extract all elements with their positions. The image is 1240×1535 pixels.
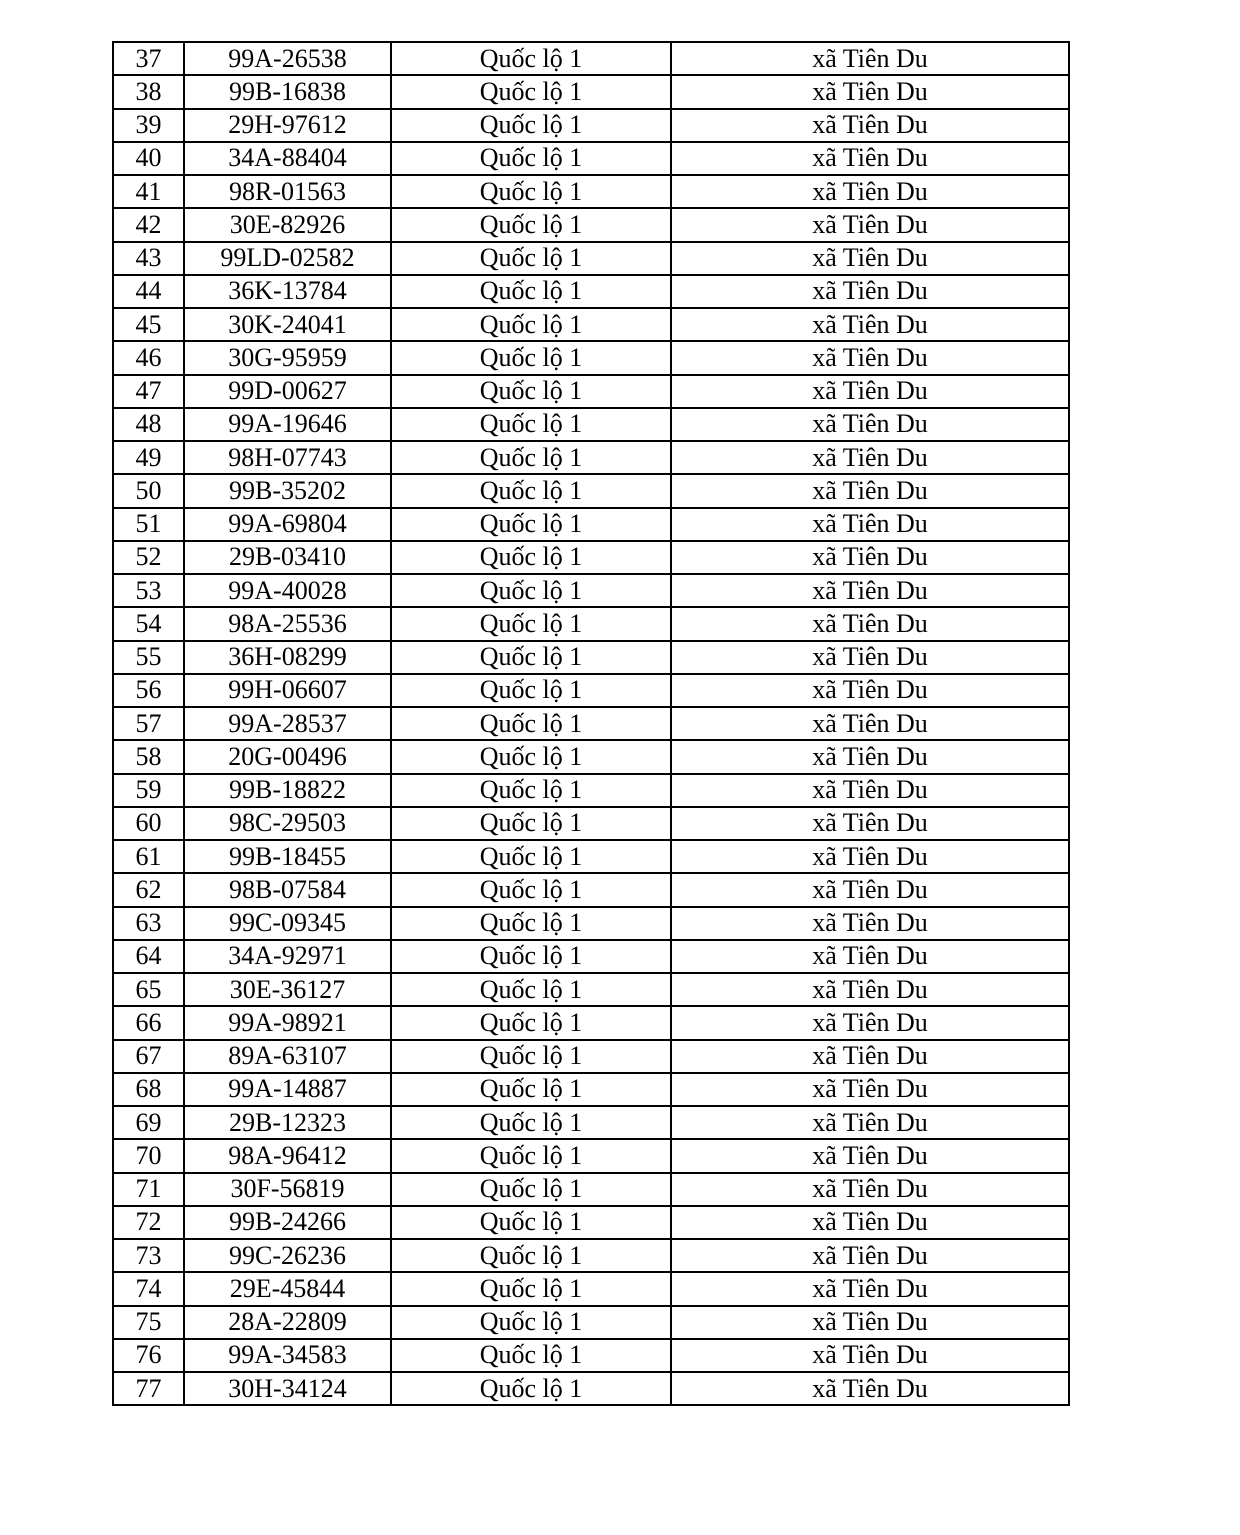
- plate-cell: 29B-03410: [184, 541, 391, 574]
- table-row: [113, 907, 1069, 940]
- row-number-cell: 59: [113, 774, 184, 807]
- table-row: [113, 1339, 1069, 1372]
- row-number-cell: 74: [113, 1272, 184, 1305]
- table-row: [113, 1073, 1069, 1106]
- row-number-cell: 38: [113, 75, 184, 108]
- plate-cell: 98R-01563: [184, 175, 391, 208]
- location-cell: xã Tiên Du: [671, 375, 1069, 408]
- table-row: [113, 873, 1069, 906]
- plate-cell: 34A-92971: [184, 940, 391, 973]
- plate-cell: 36K-13784: [184, 275, 391, 308]
- road-cell: Quốc lộ 1: [391, 1206, 671, 1239]
- location-cell: xã Tiên Du: [671, 1272, 1069, 1305]
- location-cell: xã Tiên Du: [671, 1139, 1069, 1172]
- plate-cell: 99C-26236: [184, 1239, 391, 1272]
- table-row: [113, 1173, 1069, 1206]
- plate-cell: 98A-96412: [184, 1139, 391, 1172]
- row-number-cell: 43: [113, 242, 184, 275]
- plate-cell: 99B-35202: [184, 474, 391, 507]
- row-number-cell: 76: [113, 1339, 184, 1372]
- location-cell: xã Tiên Du: [671, 873, 1069, 906]
- table-row: [113, 408, 1069, 441]
- location-cell: xã Tiên Du: [671, 341, 1069, 374]
- road-cell: Quốc lộ 1: [391, 907, 671, 940]
- table-row: [113, 308, 1069, 341]
- road-cell: Quốc lộ 1: [391, 707, 671, 740]
- table-row: [113, 1239, 1069, 1272]
- row-number-cell: 52: [113, 541, 184, 574]
- location-cell: xã Tiên Du: [671, 807, 1069, 840]
- road-cell: Quốc lộ 1: [391, 275, 671, 308]
- location-cell: xã Tiên Du: [671, 973, 1069, 1006]
- location-cell: xã Tiên Du: [671, 75, 1069, 108]
- plate-cell: 34A-88404: [184, 142, 391, 175]
- table-row: [113, 707, 1069, 740]
- road-cell: Quốc lộ 1: [391, 541, 671, 574]
- location-cell: xã Tiên Du: [671, 1173, 1069, 1206]
- location-cell: xã Tiên Du: [671, 840, 1069, 873]
- plate-cell: 99C-09345: [184, 907, 391, 940]
- location-cell: xã Tiên Du: [671, 1372, 1069, 1405]
- road-cell: Quốc lộ 1: [391, 508, 671, 541]
- table-row: [113, 242, 1069, 275]
- row-number-cell: 45: [113, 308, 184, 341]
- table-row: [113, 1006, 1069, 1039]
- road-cell: Quốc lộ 1: [391, 973, 671, 1006]
- location-cell: xã Tiên Du: [671, 142, 1069, 175]
- location-cell: xã Tiên Du: [671, 541, 1069, 574]
- plate-cell: 99A-34583: [184, 1339, 391, 1372]
- plate-cell: 99LD-02582: [184, 242, 391, 275]
- row-number-cell: 41: [113, 175, 184, 208]
- table-row: [113, 674, 1069, 707]
- road-cell: Quốc lộ 1: [391, 208, 671, 241]
- table-row: [113, 508, 1069, 541]
- table-row: [113, 441, 1069, 474]
- row-number-cell: 55: [113, 641, 184, 674]
- road-cell: Quốc lộ 1: [391, 840, 671, 873]
- table-row: [113, 774, 1069, 807]
- row-number-cell: 51: [113, 508, 184, 541]
- road-cell: Quốc lộ 1: [391, 308, 671, 341]
- road-cell: Quốc lộ 1: [391, 42, 671, 75]
- location-cell: xã Tiên Du: [671, 907, 1069, 940]
- vehicle-table: [112, 41, 1070, 1406]
- road-cell: Quốc lộ 1: [391, 474, 671, 507]
- location-cell: xã Tiên Du: [671, 674, 1069, 707]
- location-cell: xã Tiên Du: [671, 740, 1069, 773]
- road-cell: Quốc lộ 1: [391, 1272, 671, 1305]
- location-cell: xã Tiên Du: [671, 940, 1069, 973]
- row-number-cell: 48: [113, 408, 184, 441]
- location-cell: xã Tiên Du: [671, 1239, 1069, 1272]
- row-number-cell: 56: [113, 674, 184, 707]
- plate-cell: 20G-00496: [184, 740, 391, 773]
- location-cell: xã Tiên Du: [671, 1006, 1069, 1039]
- road-cell: Quốc lộ 1: [391, 873, 671, 906]
- plate-cell: 99A-40028: [184, 574, 391, 607]
- table-row: [113, 574, 1069, 607]
- table-row: [113, 1040, 1069, 1073]
- row-number-cell: 61: [113, 840, 184, 873]
- table-row: [113, 208, 1069, 241]
- plate-cell: 99D-00627: [184, 375, 391, 408]
- location-cell: xã Tiên Du: [671, 242, 1069, 275]
- row-number-cell: 67: [113, 1040, 184, 1073]
- road-cell: Quốc lộ 1: [391, 441, 671, 474]
- location-cell: xã Tiên Du: [671, 441, 1069, 474]
- table-row: [113, 541, 1069, 574]
- plate-cell: 99A-26538: [184, 42, 391, 75]
- row-number-cell: 57: [113, 707, 184, 740]
- location-cell: xã Tiên Du: [671, 574, 1069, 607]
- row-number-cell: 65: [113, 973, 184, 1006]
- plate-cell: 89A-63107: [184, 1040, 391, 1073]
- table-row: [113, 474, 1069, 507]
- plate-cell: 99A-19646: [184, 408, 391, 441]
- row-number-cell: 54: [113, 607, 184, 640]
- row-number-cell: 66: [113, 1006, 184, 1039]
- plate-cell: 29B-12323: [184, 1106, 391, 1139]
- plate-cell: 99A-14887: [184, 1073, 391, 1106]
- row-number-cell: 62: [113, 873, 184, 906]
- road-cell: Quốc lộ 1: [391, 375, 671, 408]
- location-cell: xã Tiên Du: [671, 1106, 1069, 1139]
- location-cell: xã Tiên Du: [671, 1306, 1069, 1339]
- row-number-cell: 68: [113, 1073, 184, 1106]
- table-row: [113, 75, 1069, 108]
- road-cell: Quốc lộ 1: [391, 740, 671, 773]
- road-cell: Quốc lộ 1: [391, 1173, 671, 1206]
- plate-cell: 30K-24041: [184, 308, 391, 341]
- row-number-cell: 44: [113, 275, 184, 308]
- road-cell: Quốc lộ 1: [391, 807, 671, 840]
- road-cell: Quốc lộ 1: [391, 1006, 671, 1039]
- table-row: [113, 1306, 1069, 1339]
- road-cell: Quốc lộ 1: [391, 774, 671, 807]
- table-row: [113, 275, 1069, 308]
- road-cell: Quốc lộ 1: [391, 1106, 671, 1139]
- plate-cell: 98H-07743: [184, 441, 391, 474]
- plate-cell: 30E-82926: [184, 208, 391, 241]
- road-cell: Quốc lộ 1: [391, 574, 671, 607]
- plate-cell: 98C-29503: [184, 807, 391, 840]
- table-row: [113, 1372, 1069, 1405]
- plate-cell: 99B-18822: [184, 774, 391, 807]
- road-cell: Quốc lộ 1: [391, 607, 671, 640]
- plate-cell: 29H-97612: [184, 109, 391, 142]
- table-row: [113, 1106, 1069, 1139]
- table-row: [113, 1206, 1069, 1239]
- location-cell: xã Tiên Du: [671, 109, 1069, 142]
- row-number-cell: 77: [113, 1372, 184, 1405]
- location-cell: xã Tiên Du: [671, 508, 1069, 541]
- row-number-cell: 75: [113, 1306, 184, 1339]
- table-body: [113, 42, 1069, 1405]
- row-number-cell: 60: [113, 807, 184, 840]
- row-number-cell: 39: [113, 109, 184, 142]
- road-cell: Quốc lộ 1: [391, 1306, 671, 1339]
- table-row: [113, 109, 1069, 142]
- plate-cell: 99A-69804: [184, 508, 391, 541]
- plate-cell: 99A-98921: [184, 1006, 391, 1039]
- row-number-cell: 47: [113, 375, 184, 408]
- road-cell: Quốc lộ 1: [391, 75, 671, 108]
- location-cell: xã Tiên Du: [671, 1339, 1069, 1372]
- location-cell: xã Tiên Du: [671, 42, 1069, 75]
- row-number-cell: 71: [113, 1173, 184, 1206]
- plate-cell: 99A-28537: [184, 707, 391, 740]
- road-cell: Quốc lộ 1: [391, 674, 671, 707]
- plate-cell: 30F-56819: [184, 1173, 391, 1206]
- row-number-cell: 64: [113, 940, 184, 973]
- location-cell: xã Tiên Du: [671, 707, 1069, 740]
- row-number-cell: 69: [113, 1106, 184, 1139]
- road-cell: Quốc lộ 1: [391, 940, 671, 973]
- road-cell: Quốc lộ 1: [391, 641, 671, 674]
- table-row: [113, 341, 1069, 374]
- table-row: [113, 1272, 1069, 1305]
- location-cell: xã Tiên Du: [671, 474, 1069, 507]
- table-row: [113, 1139, 1069, 1172]
- row-number-cell: 58: [113, 740, 184, 773]
- location-cell: xã Tiên Du: [671, 607, 1069, 640]
- road-cell: Quốc lộ 1: [391, 1073, 671, 1106]
- table-row: [113, 607, 1069, 640]
- plate-cell: 98B-07584: [184, 873, 391, 906]
- plate-cell: 99B-16838: [184, 75, 391, 108]
- road-cell: Quốc lộ 1: [391, 1339, 671, 1372]
- table-row: [113, 375, 1069, 408]
- row-number-cell: 72: [113, 1206, 184, 1239]
- table-row: [113, 175, 1069, 208]
- row-number-cell: 46: [113, 341, 184, 374]
- plate-cell: 29E-45844: [184, 1272, 391, 1305]
- row-number-cell: 53: [113, 574, 184, 607]
- plate-cell: 30E-36127: [184, 973, 391, 1006]
- row-number-cell: 40: [113, 142, 184, 175]
- plate-cell: 30G-95959: [184, 341, 391, 374]
- table-row: [113, 940, 1069, 973]
- location-cell: xã Tiên Du: [671, 1206, 1069, 1239]
- road-cell: Quốc lộ 1: [391, 1040, 671, 1073]
- location-cell: xã Tiên Du: [671, 641, 1069, 674]
- road-cell: Quốc lộ 1: [391, 142, 671, 175]
- plate-cell: 98A-25536: [184, 607, 391, 640]
- plate-cell: 99B-24266: [184, 1206, 391, 1239]
- plate-cell: 30H-34124: [184, 1372, 391, 1405]
- location-cell: xã Tiên Du: [671, 1040, 1069, 1073]
- road-cell: Quốc lộ 1: [391, 175, 671, 208]
- road-cell: Quốc lộ 1: [391, 408, 671, 441]
- table-row: [113, 142, 1069, 175]
- location-cell: xã Tiên Du: [671, 308, 1069, 341]
- table-row: [113, 807, 1069, 840]
- plate-cell: 28A-22809: [184, 1306, 391, 1339]
- location-cell: xã Tiên Du: [671, 408, 1069, 441]
- row-number-cell: 42: [113, 208, 184, 241]
- road-cell: Quốc lộ 1: [391, 1139, 671, 1172]
- plate-cell: 99B-18455: [184, 840, 391, 873]
- location-cell: xã Tiên Du: [671, 208, 1069, 241]
- table-row: [113, 641, 1069, 674]
- row-number-cell: 63: [113, 907, 184, 940]
- row-number-cell: 73: [113, 1239, 184, 1272]
- table-row: [113, 840, 1069, 873]
- row-number-cell: 50: [113, 474, 184, 507]
- road-cell: Quốc lộ 1: [391, 1372, 671, 1405]
- table-row: [113, 740, 1069, 773]
- location-cell: xã Tiên Du: [671, 175, 1069, 208]
- table-row: [113, 973, 1069, 1006]
- road-cell: Quốc lộ 1: [391, 109, 671, 142]
- road-cell: Quốc lộ 1: [391, 341, 671, 374]
- location-cell: xã Tiên Du: [671, 774, 1069, 807]
- row-number-cell: 49: [113, 441, 184, 474]
- location-cell: xã Tiên Du: [671, 275, 1069, 308]
- location-cell: xã Tiên Du: [671, 1073, 1069, 1106]
- plate-cell: 99H-06607: [184, 674, 391, 707]
- road-cell: Quốc lộ 1: [391, 1239, 671, 1272]
- road-cell: Quốc lộ 1: [391, 242, 671, 275]
- row-number-cell: 70: [113, 1139, 184, 1172]
- row-number-cell: 37: [113, 42, 184, 75]
- table-row: [113, 42, 1069, 75]
- plate-cell: 36H-08299: [184, 641, 391, 674]
